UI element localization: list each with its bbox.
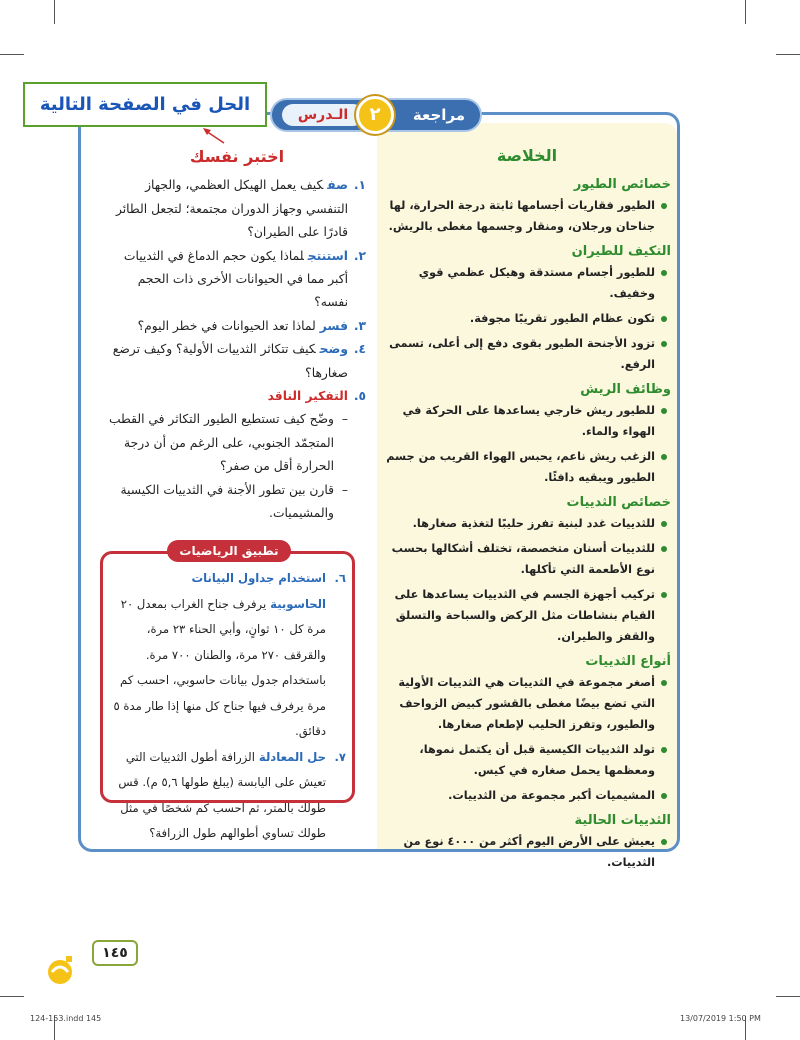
question-text: كيف تتكاثر الثدييات الأولية؟ وكيف ترضع صغارها؟ — [112, 342, 348, 380]
question-number: ١. — [353, 178, 366, 193]
question — [108, 338, 366, 385]
self-test-title: اختبر نفسك — [189, 147, 285, 166]
print-date: 13/07/2019 1:50 PM — [680, 1014, 761, 1023]
question — [108, 315, 366, 338]
question — [108, 174, 366, 244]
dash-bullet: – — [341, 412, 348, 427]
crop-mark — [0, 54, 24, 55]
summary-block — [383, 651, 671, 806]
question-keyword: استنتج — [307, 248, 348, 263]
summary-item: للثدييات غدد لبنية تفرز حليبًا لتغذية صغارها. — [383, 513, 671, 534]
question-text: كيف يعمل الهيكل العظمي، والجهاز التنفسي وجهاز الدوران مجتمعة؛ لتجعل الطائر قادرًا على الطيران؟ — [115, 178, 348, 240]
question-text: الزرافة أطول الثدييات التي تعيش على اليابسة (يبلغ طولها ٥,٦ م). قس طولك بالمتر، ثم احسب كم شخصًا في مثل طولك تساوي أطوالهم طول الزرافة؟ — [118, 749, 326, 840]
summary-item: للطيور أجسام مستدقة وهيكل عظمي قوي وخفيف. — [383, 262, 671, 304]
question-number: ٦. — [334, 571, 346, 585]
math-question — [112, 745, 346, 847]
crop-mark — [0, 996, 24, 997]
question-number: ٢. — [353, 248, 366, 263]
banner-lesson-label: الـدرس — [282, 104, 364, 126]
question-text: يرفرف جناح الغراب بمعدل ٢٠ مرة كل ١٠ ثوانٍ، وأبي الحناء ٢٣ مرة، والقرقف ٢٧٠ مرة، والطنان ٧٠٠ مرة. باستخدام جدول بيانات حاسوبي، احسب كم مرة يرفرف فيها جناح كل منها إذا طار مدة ٥ دقائق. — [113, 596, 326, 738]
crop-mark — [54, 0, 55, 24]
crop-mark — [745, 0, 746, 24]
question-number: ٧. — [334, 749, 346, 764]
question-keyword: استخدام جداول البيانات الحاسوبية — [191, 571, 326, 611]
summary-item: تكون عظام الطيور تقريبًا مجوفة. — [383, 308, 671, 329]
summary-heading: وظائف الريش — [580, 382, 671, 397]
math-application-title: تطبيق الرياضيات — [167, 540, 291, 562]
summary-heading: الثدييات الحالية — [574, 813, 671, 828]
question-keyword: صف — [327, 178, 348, 193]
publisher-logo-icon — [42, 950, 82, 990]
summary-item: أصغر مجموعة في الثدييات هي الثدييات الأولية التي تضع بيضًا مغطى بالقشور كبيض الزواحف والطيور، وتفرز الحليب لإطعام صغارها. — [383, 672, 671, 735]
summary-item: للثدييات أسنان متخصصة، تختلف أشكالها بحسب نوع الأطعمة التي تأكلها. — [383, 538, 671, 580]
question-text: لماذا يكون حجم الدماغ في الثدييات أكبر مما في الحيوانات الأخرى ذات الحجم نفسه؟ — [123, 248, 348, 310]
critical-question — [108, 408, 366, 478]
summary-title: الخلاصة — [496, 146, 558, 165]
summary-heading: أنواع الثدييات — [585, 654, 671, 669]
question-number: ٤. — [353, 342, 366, 357]
summary-item: تولد الثدييات الكيسية قبل أن يكتمل نموها، ومعظمها يحمل صغاره في كيس. — [383, 739, 671, 781]
summary-item: يعيش على الأرض اليوم أكثر من ٤٠٠٠ نوع من الثدييات. — [383, 831, 671, 873]
question-number: ٥. — [353, 389, 366, 404]
summary-item: المشيميات أكبر مجموعة من الثدييات. — [383, 785, 671, 806]
banner-review-label: مراجعة — [412, 106, 466, 124]
summary-heading: خصائص الثدييات — [566, 495, 671, 510]
question-number: ٣. — [353, 318, 366, 333]
critical-question-text: وضّح كيف تستطيع الطيور التكاثر في القطب المتجمّد الجنوبي، على الرغم من أن درجة الحرارة أقل من صفر؟ — [108, 412, 334, 474]
callout-text: الحل في الصفحة التالية — [39, 94, 251, 115]
math-question — [112, 566, 346, 745]
summary-block — [383, 492, 671, 647]
critical-thinking-heading — [108, 385, 366, 408]
question-text: لماذا تعد الحيوانات في خطر اليوم؟ — [137, 318, 316, 333]
question-keyword: فسر — [319, 318, 348, 333]
dash-bullet: – — [341, 482, 348, 497]
file-name: 124-153.indd 145 — [30, 1014, 102, 1023]
summary-item: الزغب ريش ناعم، يحبس الهواء القريب من جسم الطيور ويبقيه دافئًا. — [383, 446, 671, 488]
critical-question-text: قارن بين تطور الأجنة في الثدييات الكيسية والمشيميات. — [120, 482, 334, 521]
math-application-content — [112, 566, 346, 847]
summary-heading: خصائص الطيور — [573, 177, 671, 192]
summary-item: تركيب أجهزة الجسم في الثدييات يساعدها على القيام بنشاطات مثل الركض والسباحة والتسلق والقفز والطيران. — [383, 584, 671, 647]
critical-question — [108, 479, 366, 526]
critical-thinking-title: التفكير الناقد — [267, 389, 348, 404]
summary-block — [383, 241, 671, 375]
page-number: ١٤٥ — [92, 940, 138, 966]
banner-lesson-number: ٢ — [356, 96, 394, 134]
callout-arrow-icon — [200, 125, 230, 147]
summary-block — [383, 810, 671, 873]
crop-mark — [776, 996, 800, 997]
summary-section — [383, 145, 671, 877]
summary-block — [383, 174, 671, 237]
summary-heading: التكيف للطيران — [571, 244, 671, 259]
solution-callout — [23, 82, 267, 127]
summary-item: للطيور ريش خارجي يساعدها على الحركة في الهواء والماء. — [383, 400, 671, 442]
summary-block — [383, 379, 671, 488]
summary-item: تزود الأجنحة الطيور بقوى دفع إلى أعلى، تسمى الرفع. — [383, 333, 671, 375]
question-keyword: حل المعادلة — [258, 749, 326, 764]
self-test-section — [108, 145, 366, 526]
crop-mark — [776, 54, 800, 55]
question — [108, 245, 366, 315]
question-keyword: وضح — [319, 342, 348, 357]
summary-item: الطيور فقاريات أجسامها ثابتة درجة الحرارة، لها جناحان ورجلان، ومنقار وجسمها مغطى بالريش. — [383, 195, 671, 237]
